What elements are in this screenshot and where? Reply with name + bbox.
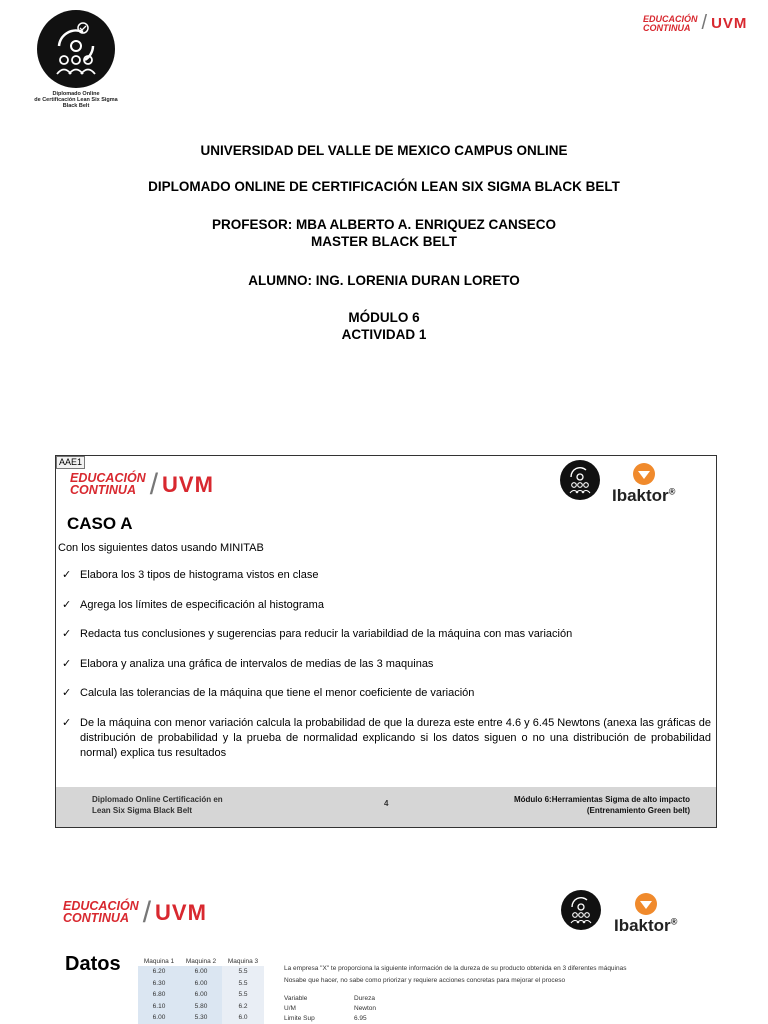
table-row: 6.00 5.30 6.0 xyxy=(138,1012,264,1024)
column-header: Maquina 3 xyxy=(227,957,259,965)
professor-role: MASTER BLACK BELT xyxy=(311,234,457,249)
case-intro: Con los siguientes datos usando MINITAB xyxy=(58,542,264,554)
uvm-text: UVM xyxy=(155,900,207,925)
variables-list xyxy=(284,994,376,1024)
team-cycle-icon xyxy=(37,10,115,88)
data-table xyxy=(138,956,264,1024)
professor-name: PROFESOR: MBA ALBERTO A. ENRIQUEZ CANSECO xyxy=(211,217,556,232)
educacion-continua-text: EDUCACIÓN CONTINUA xyxy=(70,471,146,497)
footer-page-number: 4 xyxy=(384,799,389,808)
case-title: CASO A xyxy=(67,514,133,533)
task-list xyxy=(56,568,711,775)
table-header-row xyxy=(138,956,264,966)
table-row: 6.20 6.00 5.5 xyxy=(138,966,264,978)
ibaktor-logo: Ibaktor® xyxy=(612,462,675,506)
module-block xyxy=(0,309,768,343)
list-item: ✓ Agrega los límites de especificación al histograma xyxy=(62,598,324,611)
list-item: ✓ Redacta tus conclusiones y sugerencias para reducir la variabildiad de la máquina con mas variación xyxy=(62,628,573,640)
team-cycle-icon xyxy=(561,890,601,930)
variable-row: U/M Newton xyxy=(284,1005,377,1012)
checkmark-icon: ✓ xyxy=(62,598,72,611)
checkmark-icon: ✓ xyxy=(62,657,72,670)
table-row: 6.10 5.80 6.2 xyxy=(138,1001,264,1013)
ibaktor-icon xyxy=(633,892,659,916)
table-row: 6.30 6.00 5.5 xyxy=(138,978,264,990)
table-row: 6.80 6.00 5.5 xyxy=(138,989,264,1001)
variable-row: Variable Dureza xyxy=(284,995,375,1002)
program-title: DIPLOMADO ONLINE DE CERTIFICACIÓN LEAN SIX SIGMA BLACK BELT xyxy=(148,179,620,194)
caso-a-slide xyxy=(55,455,717,828)
university-title: UNIVERSIDAD DEL VALLE DE MEXICO CAMPUS ONLINE xyxy=(200,143,568,158)
case-description: La empresa "X" te proporciona la siguiente información de la dureza de su producto obtenida en 3 diferentes máquinas Nosabe que hacer, no sabe como priorizar y requiere acciones concretas para mejorar el proceso xyxy=(284,965,627,984)
diplomado-logo xyxy=(26,10,126,109)
variable-row: Limite Sup 6.95 xyxy=(284,1015,367,1022)
slide-uvm-logo xyxy=(70,468,214,502)
uvm-text: UVM xyxy=(162,472,214,497)
professor-block xyxy=(0,216,768,250)
educacion-continua-text: EDUCACIÓN CONTINUA xyxy=(643,13,698,33)
slide-footer xyxy=(56,787,716,827)
ibaktor-icon xyxy=(631,462,657,486)
checkmark-icon: ✓ xyxy=(62,569,72,581)
module-number: MÓDULO 6 xyxy=(348,310,420,325)
checkmark-icon: ✓ xyxy=(62,716,72,729)
brand-slash: / xyxy=(142,896,152,929)
datos-title: Datos xyxy=(65,953,121,975)
footer-program: Diplomado Online Certificación en Lean Six Sigma Black Belt xyxy=(92,795,223,815)
uvm-text: UVM xyxy=(711,15,748,32)
column-header: Maquina 1 xyxy=(143,957,175,965)
logo-caption: Diplomado Online de Certificación Lean Six Sigma Black Belt xyxy=(34,91,118,109)
educacion-continua-text: EDUCACIÓN CONTINUA xyxy=(63,899,139,925)
student-name: ALUMNO: ING. LORENIA DURAN LORETO xyxy=(248,273,520,288)
checkmark-icon: ✓ xyxy=(62,687,72,699)
list-item: ✓ Calcula las tolerancias de la máquina que tiene el menor coeficiente de variación xyxy=(62,687,475,699)
list-item: ✓ Elabora y analiza una gráfica de intervalos de medias de las 3 maquinas xyxy=(62,657,434,670)
ibaktor-text: Ibaktor xyxy=(612,486,669,505)
column-header: Maquina 2 xyxy=(185,957,217,965)
list-item: ✓ De la máquina con menor variación calcula la probabilidad de que la dureza este entre 4.6 y 6.45 Newtons (anexa las gráficas de distribución de probabilidad y la prueba de normalidad explicando si los datos siguen o no una distribución de probabilidad normal) explica tus resultados xyxy=(62,716,711,759)
slide2-uvm-logo xyxy=(63,896,207,930)
brand-slash: / xyxy=(701,12,708,34)
comment-tag: AAE1 xyxy=(56,456,85,469)
checkmark-icon: ✓ xyxy=(62,628,72,640)
ibaktor-logo: Ibaktor® xyxy=(614,892,677,936)
ibaktor-text: Ibaktor xyxy=(614,916,671,935)
team-cycle-icon xyxy=(560,460,600,500)
footer-module: Módulo 6:Herramientas Sigma de alto impacto (Entrenamiento Green belt) xyxy=(513,795,690,815)
brand-slash: / xyxy=(149,468,159,501)
uvm-logo xyxy=(643,12,747,35)
list-item: ✓ Elabora los 3 tipos de histograma vistos en clase xyxy=(62,569,319,581)
activity-number: ACTIVIDAD 1 xyxy=(341,327,427,342)
